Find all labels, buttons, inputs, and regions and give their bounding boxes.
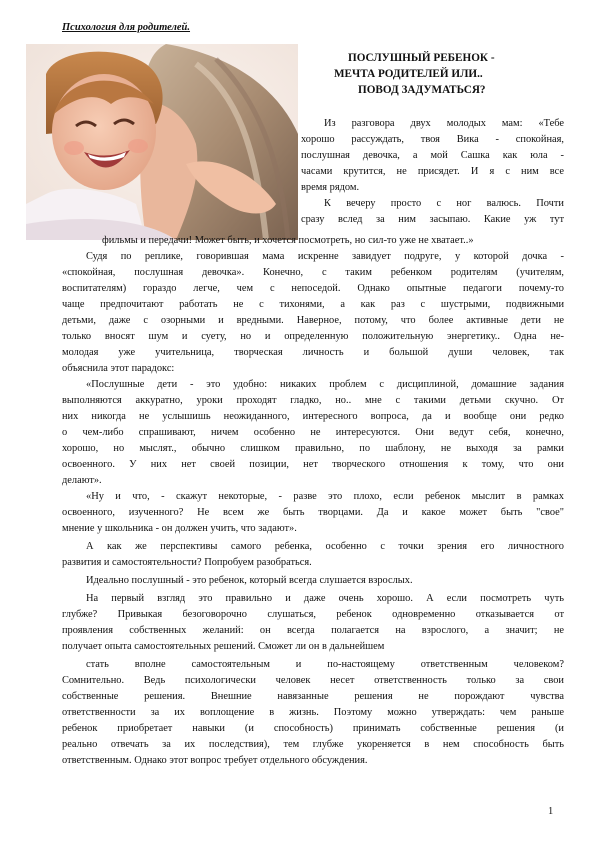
- intro-line: сразу вслед за ним засыпаю. Какие уж тут: [301, 214, 564, 225]
- body-line: реально отвечать за их последствия), тем глубже укореняется в нем способность быть: [62, 739, 564, 750]
- body-line: выполняются аккуратно, уроки проходят гладко, но.. мне с такими детьми скучно. От: [62, 395, 564, 406]
- body-line: «Послушные дети - это удобно: никаких проблем с дисциплиной, домашние задания: [86, 379, 564, 390]
- body-line: них никогда не услышишь неожиданного, интересного вопроса, да и вообще они редко: [62, 411, 564, 422]
- body-line: получает опыта самостоятельных решений. Сможет ли он в дальнейшем: [62, 641, 385, 652]
- page-number: 1: [548, 806, 554, 817]
- body-line: освоенного, изученного? Не всем же быть творцами. Да и какое может быть "свое": [62, 507, 564, 518]
- body-line: «спокойная, послушная девочка». Конечно, с таким ребенком родителям (учителям,: [62, 267, 564, 278]
- body-line: ответственности за их воплощение в жизнь. Поэтому можно утверждать: чем раньше: [62, 707, 564, 718]
- body-line: Судя по реплике, говорившая мама искренне завидует подруге, у которой дочка -: [86, 251, 564, 262]
- body-line: Идеально послушный - это ребенок, который всегда слушается взрослых.: [86, 575, 413, 586]
- intro-line: часами крутится, не присядет. И я с ним все: [301, 166, 564, 177]
- intro-line: Из разговора двух молодых мам: «Тебе: [324, 118, 564, 129]
- body-line: развития и самостоятельности? Попробуем разобраться.: [62, 557, 312, 568]
- title-line-3: ПОВОД ЗАДУМАТЬСЯ?: [358, 84, 486, 96]
- title-line-2: МЕЧТА РОДИТЕЛЕЙ ИЛИ..: [334, 68, 483, 80]
- body-line: воспитателям) гораздо легче, чем с непоседой. Однако опытные педагоги почему-то: [62, 283, 564, 294]
- body-line: глубже? Привыкая безоговорочно слушаться, ребенок одновременно отказывается от: [62, 609, 564, 620]
- body-line: фильмы и передачи! Может быть, и хочется посмотреть, но сил-то уже не хватает..»: [102, 235, 474, 246]
- body-line: только вносят шум и суету, но и определенную положительную энергетику.. Одна не-: [62, 331, 564, 342]
- body-line: объяснила этот парадокс:: [62, 363, 175, 374]
- intro-line: время рядом.: [301, 182, 360, 193]
- body-line: ребенок приобретает навыки (и способность) принимать собственные решения (и: [62, 723, 564, 734]
- body-line: А как же перспективы самого ребенка, особенно с точки зрения его личностного: [86, 541, 564, 552]
- body-line: делают».: [62, 475, 102, 486]
- body-line: мнение у школьника - он должен учить, что задают».: [62, 523, 297, 534]
- body-line: проявления собственных желаний: он всегда полагается на взрослого, а значит; не: [62, 625, 564, 636]
- body-line: о чем-либо спрашивают, ничем особенно не интересуются. Они ведут себя, конечно,: [62, 427, 564, 438]
- mother-and-child-photo: [26, 44, 298, 240]
- section-label: Психология для родителей.: [62, 22, 191, 33]
- body-line: детьми, даже с озорными и вредными. Наверное, потому, что более активные дети не: [62, 315, 564, 326]
- article-title: [318, 50, 558, 98]
- body-line: молодая уже учительница, творческая личность и большой души человек, так: [62, 347, 564, 358]
- body-line: ответственным. Однако этот вопрос требует отдельного обсуждения.: [62, 755, 368, 766]
- intro-line: К вечеру просто с ног валюсь. Почти: [324, 198, 564, 209]
- intro-line: послушная девочка, а мой Сашка как юла -: [301, 150, 564, 161]
- body-line: освоенного. У них нет своей позиции, нет творческого отношения к тому, что они: [62, 459, 564, 470]
- intro-line: хорошо рассуждать, твоя Вика - спокойная,: [301, 134, 564, 145]
- body-line: стать вполне самостоятельным и по-настоящему ответственным человеком?: [86, 659, 564, 670]
- title-line-1: ПОСЛУШНЫЙ РЕБЕНОК -: [348, 52, 495, 64]
- body-line: Сомнительно. Ведь психологически человек несет ответственность только за свои: [62, 675, 564, 686]
- body-line: На первый взгляд это правильно и даже очень хорошо. А если посмотреть чуть: [86, 593, 564, 604]
- body-line: «Ну и что, - скажут некоторые, - разве это плохо, если ребенок мыслит в рамках: [86, 491, 564, 502]
- body-line: собственные решения. Внешние навязанные решения не порождают чувства: [62, 691, 564, 702]
- body-line: чаще предпочитают работать не с тихонями, а как раз с шустрыми, подвижными: [62, 299, 564, 310]
- body-line: хорошо, но мыслят., обычно слишком правильно, по шаблону, не выходя за рамки: [62, 443, 564, 454]
